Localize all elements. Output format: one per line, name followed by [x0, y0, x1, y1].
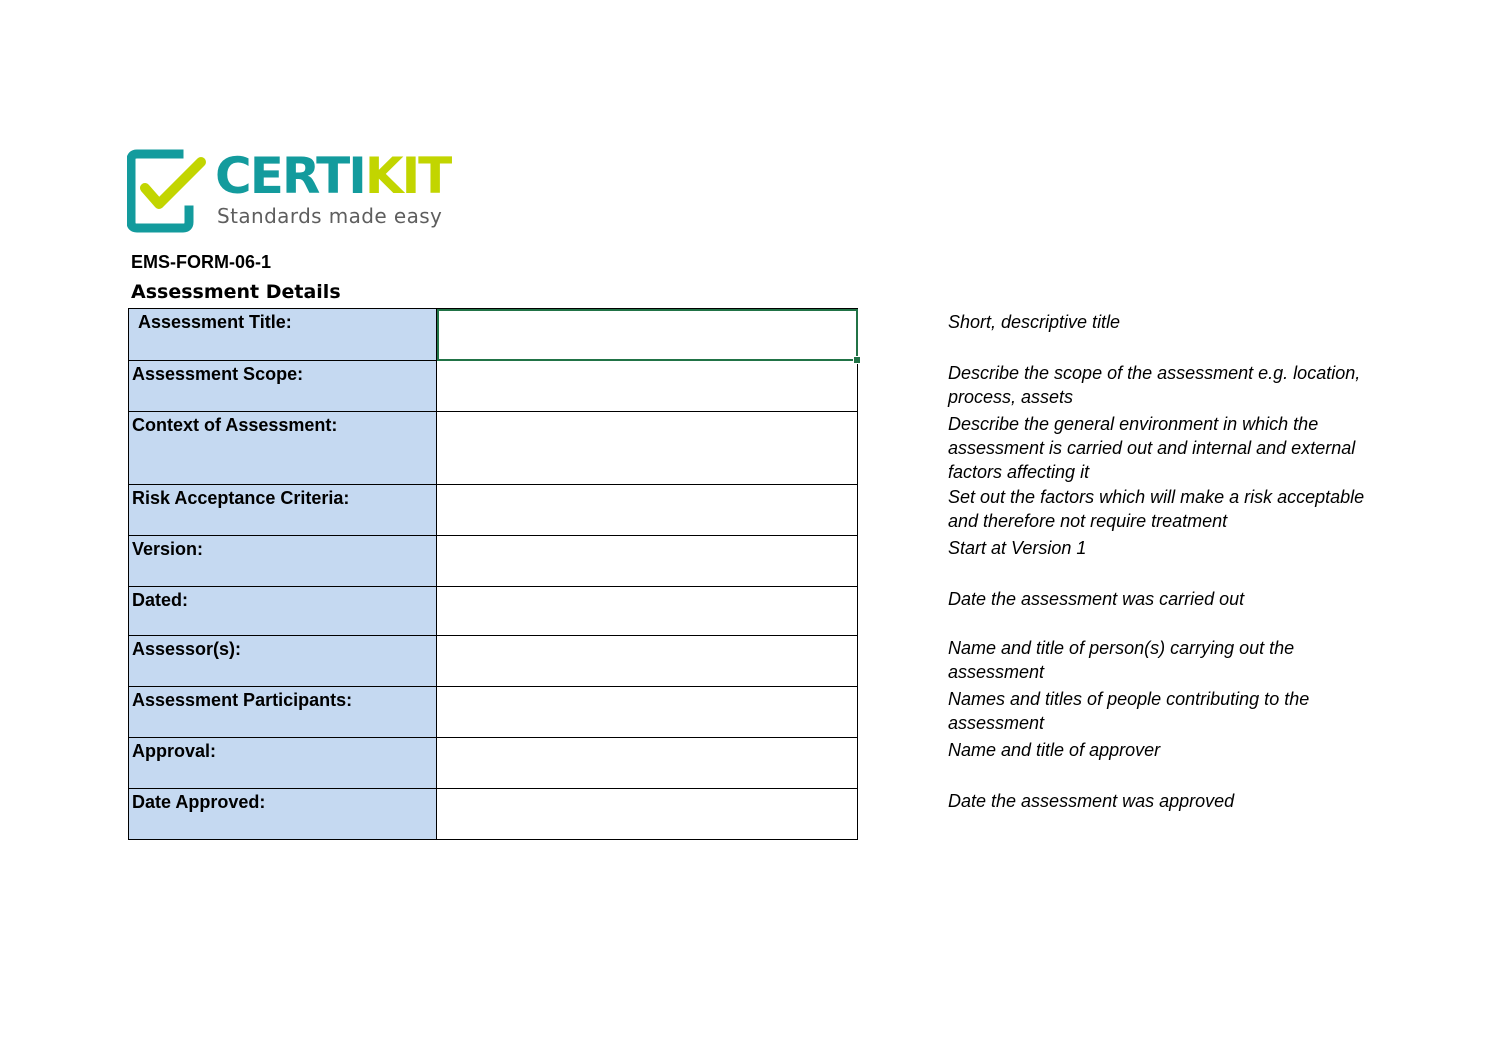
checkbox-logo-icon [127, 148, 207, 234]
fill-handle[interactable] [853, 356, 861, 364]
certikit-logo [127, 148, 457, 234]
logo-word-part1: CERTI [215, 147, 365, 205]
hint-assessment-scope: Describe the scope of the assessment e.g. location, process, assets [948, 363, 1361, 407]
table-row [129, 361, 858, 412]
assessment-scope-cell[interactable] [437, 361, 858, 412]
hint-assessment-title: Short, descriptive title [948, 312, 1121, 332]
table-row [129, 636, 858, 687]
row-label: Dated: [129, 587, 437, 636]
table-row [129, 536, 858, 587]
row-label: Approval: [129, 738, 437, 789]
hint-risk-acceptance: Set out the factors which will make a risk acceptable and therefore not require treatment [948, 487, 1365, 531]
assessors-cell[interactable] [437, 636, 858, 687]
row-label: Context of Assessment: [129, 412, 437, 485]
hint-approval: Name and title of approver [948, 740, 1161, 760]
table-row [129, 309, 858, 361]
approval-cell[interactable] [437, 738, 858, 789]
risk-acceptance-cell[interactable] [437, 485, 858, 536]
row-label: Assessment Participants: [129, 687, 437, 738]
row-label: Risk Acceptance Criteria: [129, 485, 437, 536]
table-row [129, 789, 858, 840]
hint-context: Describe the general environment in which the assessment is carried out and internal and external factors affecting it [948, 414, 1356, 482]
row-label: Version: [129, 536, 437, 587]
hint-dated: Date the assessment was carried out [948, 589, 1245, 609]
date-approved-cell[interactable] [437, 789, 858, 840]
row-label: Assessor(s): [129, 636, 437, 687]
hint-participants: Names and titles of people contributing to the assessment [948, 689, 1310, 733]
assessment-details-table [128, 308, 858, 840]
version-cell[interactable] [437, 536, 858, 587]
hint-assessors: Name and title of person(s) carrying out the assessment [948, 638, 1295, 682]
table-row [129, 587, 858, 636]
logo-word-part2: KIT [364, 147, 451, 205]
dated-cell[interactable] [437, 587, 858, 636]
table-row [129, 738, 858, 789]
table-row [129, 687, 858, 738]
table-row [129, 485, 858, 536]
row-label: Assessment Title: [129, 309, 437, 361]
logo-wordmark [215, 146, 450, 206]
context-cell[interactable] [437, 412, 858, 485]
participants-cell[interactable] [437, 687, 858, 738]
section-title: Assessment Details [131, 281, 341, 303]
row-label: Date Approved: [129, 789, 437, 840]
row-label: Assessment Scope: [129, 361, 437, 412]
table-row [129, 412, 858, 485]
hint-date-approved: Date the assessment was approved [948, 791, 1235, 811]
hint-version: Start at Version 1 [948, 538, 1087, 558]
logo-tagline: Standards made easy [217, 204, 443, 228]
form-code: EMS-FORM-06-1 [131, 252, 272, 272]
assessment-title-cell[interactable] [437, 309, 858, 361]
